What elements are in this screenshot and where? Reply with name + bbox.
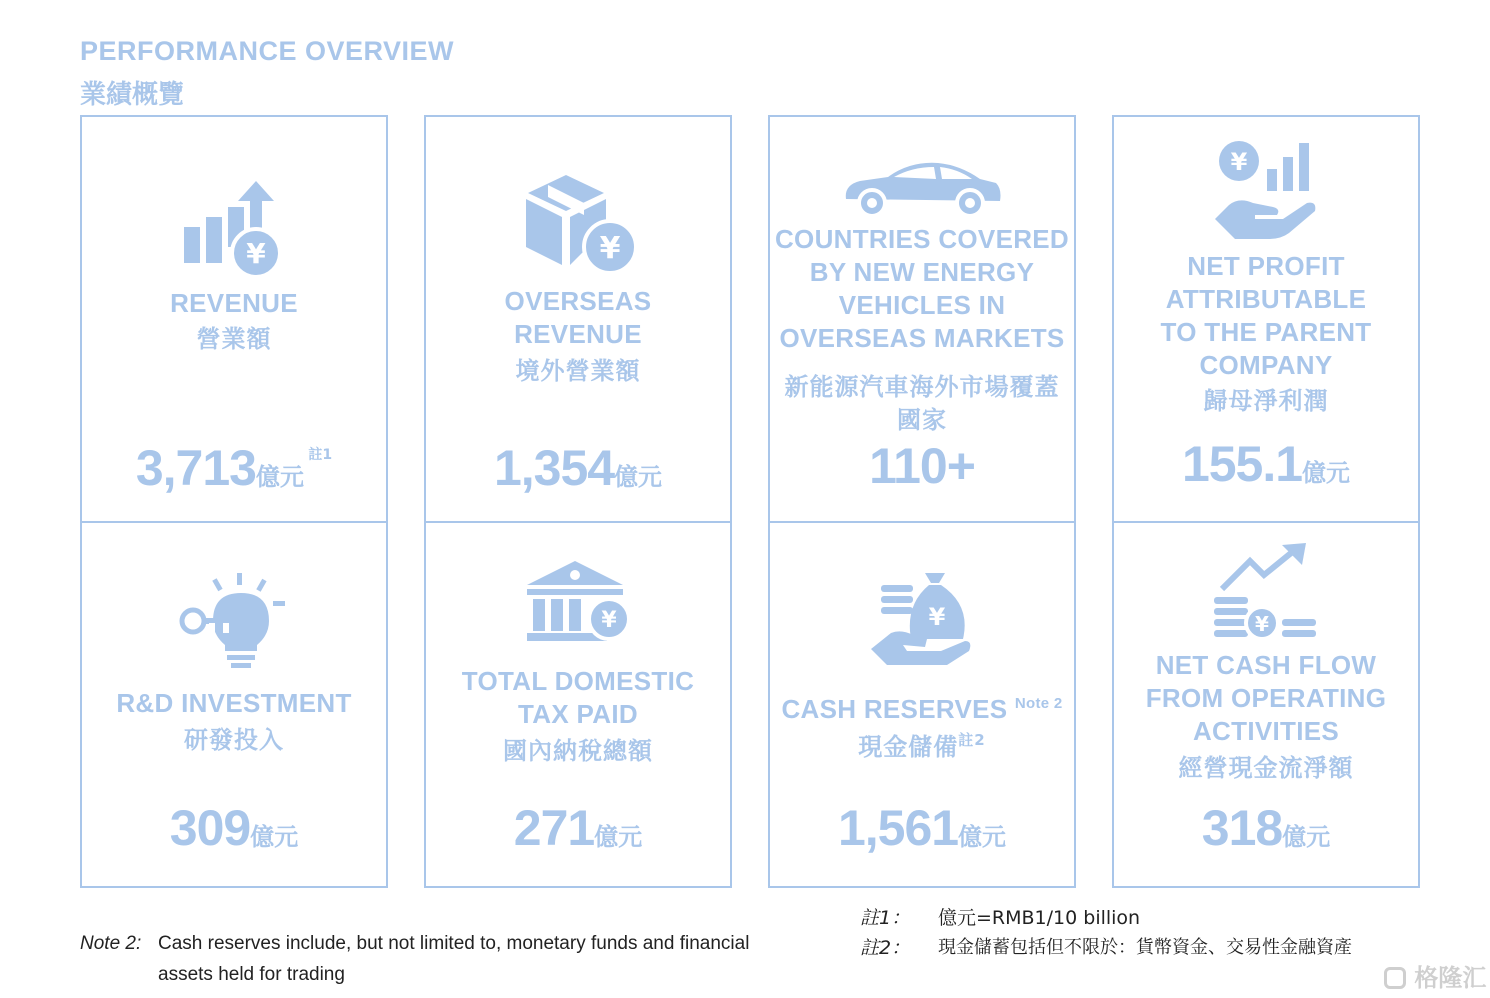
rd-label-en: R&D INVESTMENT <box>116 688 352 718</box>
note2-en-line2: assets held for trading <box>158 964 345 985</box>
rd-label-zh: 研發投入 <box>184 726 284 754</box>
profit-label-zh: 歸母淨利潤 <box>1203 387 1329 415</box>
page-title-zh: 業績概覽 <box>80 80 185 110</box>
tax-value: 271 <box>513 800 595 856</box>
card-domestic-tax <box>424 521 732 888</box>
note2-en-line1: Cash reserves include, but not limited to, monetary funds and financial <box>158 933 750 954</box>
tax-unit: 億元 <box>594 823 643 851</box>
car-icon <box>840 159 1004 219</box>
watermark-logo <box>1384 958 1486 993</box>
profit-label-en-4: COMPANY <box>1199 350 1333 380</box>
note2-zh-text: 現金儲蓄包括但不限於：貨幣資金、交易性金融資產 <box>938 937 1352 958</box>
profit-value: 155.1 <box>1181 436 1303 492</box>
money-bag-hand-icon <box>867 569 977 669</box>
countries-label-en-2: BY NEW ENERGY <box>809 257 1035 287</box>
cashflow-label-en-2: FROM OPERATING <box>1145 683 1387 713</box>
coins-trend-icon <box>1210 543 1322 643</box>
card-overseas-revenue <box>424 115 732 523</box>
svg-text:¥: ¥ <box>599 231 621 266</box>
tax-label-en-1: TOTAL DOMESTIC <box>461 666 695 696</box>
watermark-text: 格隆汇 <box>1414 964 1487 992</box>
revenue-chart-yuan-icon <box>182 181 286 277</box>
revenue-note-ref: 註1 <box>308 447 333 463</box>
revenue-unit: 億元 <box>255 463 304 491</box>
page-title-en: PERFORMANCE OVERVIEW <box>80 36 455 66</box>
tax-label-en-2: TAX PAID <box>518 699 638 729</box>
profit-label-en-3: TO THE PARENT <box>1160 317 1372 347</box>
card-revenue <box>80 115 388 523</box>
countries-label-zh-2: 國家 <box>897 406 947 434</box>
countries-value: 110+ <box>869 438 975 494</box>
svg-text:¥: ¥ <box>1255 612 1269 636</box>
lightbulb-key-icon <box>179 573 289 669</box>
card-net-profit <box>1112 115 1420 523</box>
cash-label-en-row <box>770 687 1074 726</box>
rd-value: 309 <box>169 800 251 856</box>
overseas-unit: 億元 <box>614 463 663 491</box>
cash-label-en: CASH RESERVES <box>781 694 1008 724</box>
countries-label-en-3: VEHICLES IN <box>838 290 1006 320</box>
revenue-value: 3,713 <box>135 440 256 496</box>
card-rd-investment <box>80 521 388 888</box>
note2-en-label: Note 2: <box>80 933 142 954</box>
cashflow-label-zh: 經營現金流淨額 <box>1178 754 1354 782</box>
svg-text:¥: ¥ <box>928 603 946 631</box>
cash-note-ref-zh: 註2 <box>958 731 986 749</box>
card-cash-reserves <box>768 521 1076 888</box>
cashflow-label-en-1: NET CASH FLOW <box>1155 650 1377 680</box>
cashflow-value: 318 <box>1201 800 1283 856</box>
cashflow-label-en-3: ACTIVITIES <box>1192 716 1339 746</box>
revenue-label-en: REVENUE <box>170 288 298 318</box>
bank-yuan-icon <box>523 561 633 645</box>
overseas-label-en-2: REVENUE <box>514 319 642 349</box>
profit-unit: 億元 <box>1302 459 1351 487</box>
cash-unit: 億元 <box>958 823 1007 851</box>
overseas-value: 1,354 <box>493 440 615 496</box>
note1-zh-text: 億元=RMB1/10 billion <box>938 907 1141 929</box>
svg-text:¥: ¥ <box>601 608 617 633</box>
countries-label-en-1: COUNTRIES COVERED <box>774 224 1070 254</box>
cashflow-unit: 億元 <box>1282 823 1331 851</box>
note2-zh-label: 註2： <box>860 937 911 959</box>
rd-unit: 億元 <box>250 823 299 851</box>
overseas-label-en-1: OVERSEAS <box>504 286 652 316</box>
cash-label-zh: 現金儲備 <box>858 733 959 761</box>
countries-label-en-4: OVERSEAS MARKETS <box>779 323 1065 353</box>
tax-label-zh: 國內納稅總額 <box>503 737 653 765</box>
hand-yuan-bars-icon <box>1211 139 1321 245</box>
profit-label-en-2: ATTRIBUTABLE <box>1165 284 1367 314</box>
svg-text:¥: ¥ <box>246 237 266 270</box>
note1-zh-label: 註1： <box>860 907 911 929</box>
cash-label-zh-row <box>770 724 1074 764</box>
card-operating-cash-flow <box>1112 521 1420 888</box>
profit-label-en-1: NET PROFIT <box>1187 251 1345 281</box>
watermark-icon <box>1384 967 1406 989</box>
cash-value: 1,561 <box>837 800 959 856</box>
overseas-label-zh: 境外營業額 <box>515 357 641 385</box>
box-yuan-icon <box>518 169 638 279</box>
card-countries-covered <box>768 115 1076 523</box>
revenue-label-zh: 營業額 <box>196 325 272 353</box>
cash-note-ref-en: Note 2 <box>1014 695 1063 712</box>
countries-label-zh-1: 新能源汽車海外市場覆蓋 <box>784 373 1060 401</box>
svg-text:¥: ¥ <box>1230 148 1248 176</box>
